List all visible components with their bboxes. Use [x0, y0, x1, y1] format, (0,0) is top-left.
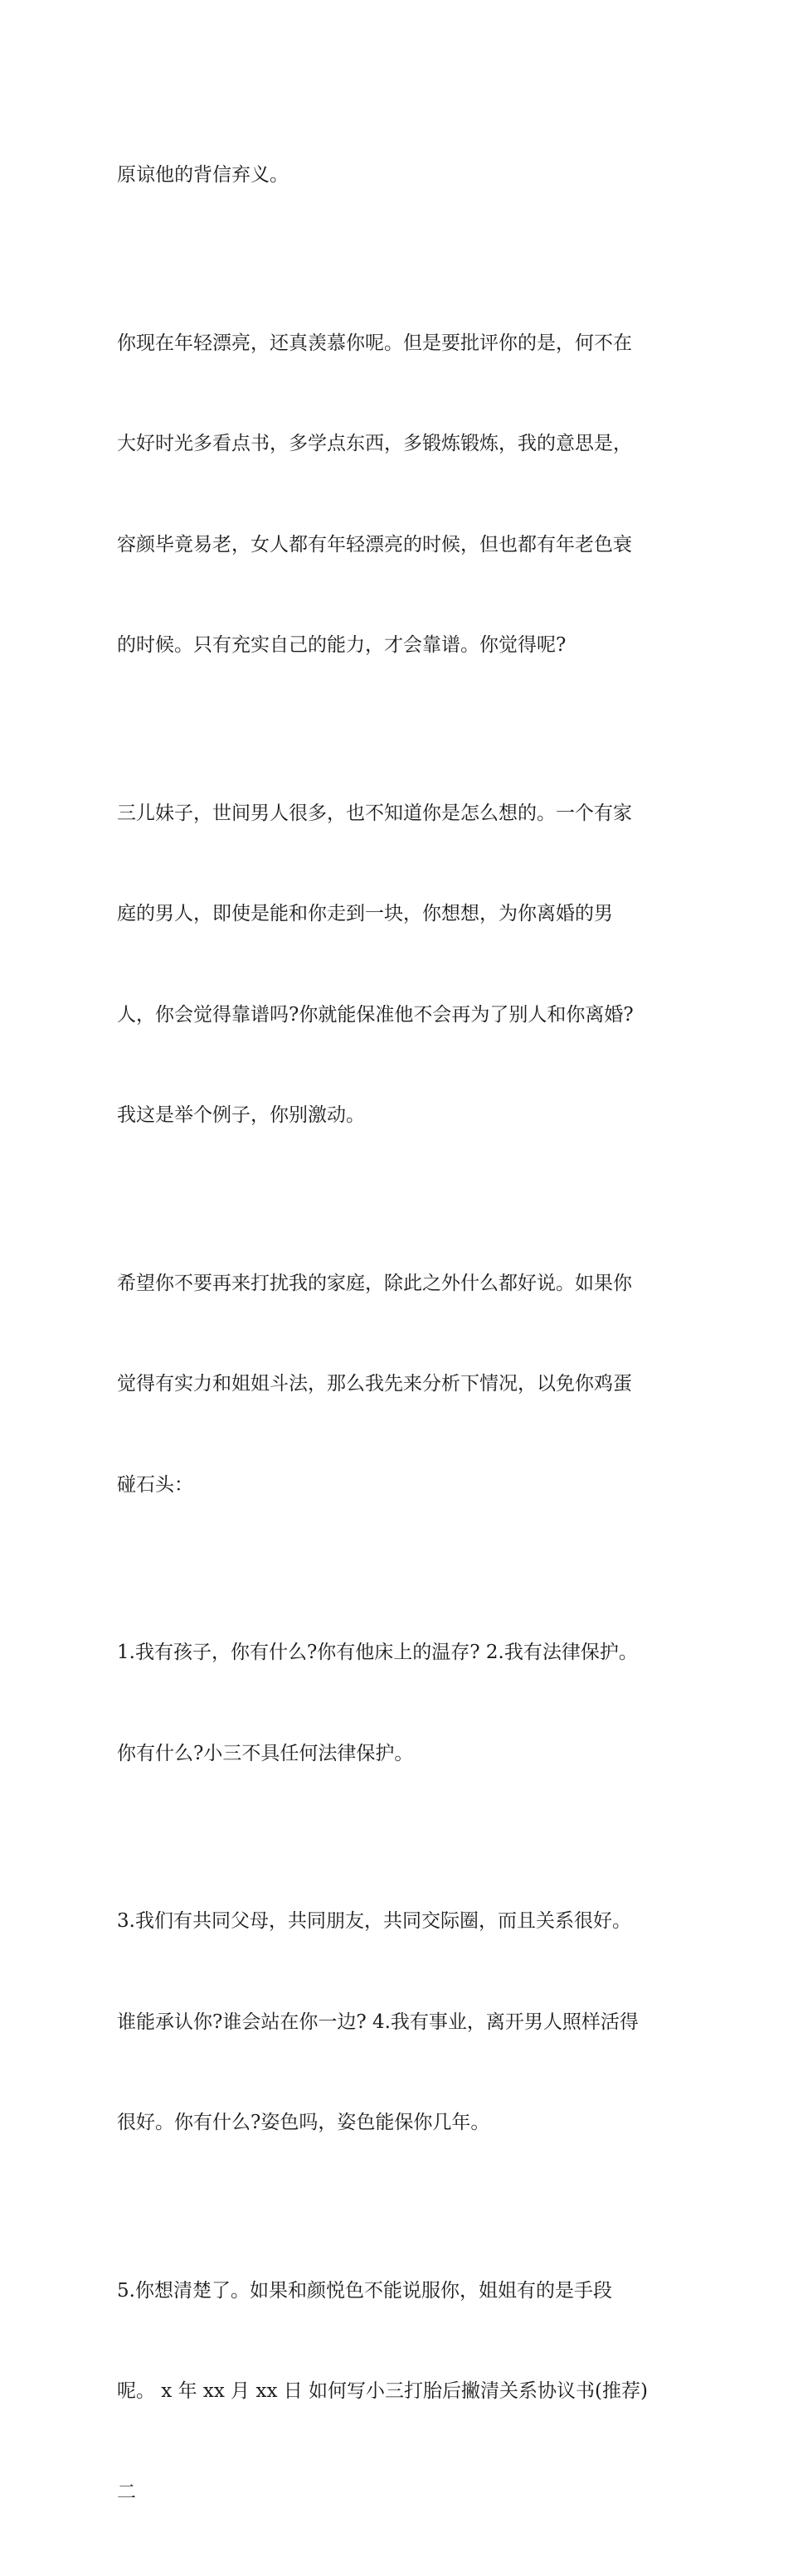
paragraph-2	[117, 260, 674, 730]
text-line: 觉得有实力和姐姐斗法，那么我先来分析下情况，以免你鸡蛋	[117, 1367, 674, 1401]
paragraph-6	[117, 1837, 674, 2207]
text-line: 谁能承认你?谁会站在你一边? 4.我有事业，离开男人照样活得	[117, 2006, 674, 2040]
text-line: 我这是举个例子，你别激动。	[117, 1099, 674, 1133]
text-line: 希望你不要再来打扰我的家庭，除此之外什么都好说。如果你	[117, 1267, 674, 1301]
text-line: 人，你会觉得靠谱吗?你就能保准他不会再为了别人和你离婚?	[117, 998, 674, 1032]
text-line: 你有什么?小三不具任何法律保护。	[117, 1737, 674, 1771]
text-line: 呢。 x 年 xx 月 xx 日 如何写小三打胎后撇清关系协议书(推荐)	[117, 2375, 674, 2409]
text-line: 3.我们有共同父母，共同朋友，共同交际圈，而且关系很好。	[117, 1904, 674, 1938]
paragraph-7	[117, 2207, 674, 2576]
paragraph-5	[117, 1569, 674, 1837]
text-line: 容颜毕竟易老，女人都有年轻漂亮的时候，但也都有年老色衰	[117, 528, 674, 562]
paragraph-3	[117, 730, 674, 1200]
text-line: 原谅他的背信弃义。	[117, 158, 674, 192]
text-line: 1.我有孩子，你有什么?你有他床上的温存? 2.我有法律保护。	[117, 1636, 674, 1670]
text-line: 二	[117, 2476, 674, 2510]
document-body	[117, 91, 674, 2576]
text-line: 的时候。只有充实自己的能力，才会靠谱。你觉得呢?	[117, 628, 674, 662]
paragraph-1	[117, 91, 674, 260]
text-line: 你现在年轻漂亮，还真羡慕你呢。但是要批评你的是，何不在	[117, 327, 674, 361]
paragraph-4	[117, 1200, 674, 1569]
text-line: 三儿妹子，世间男人很多，也不知道你是怎么想的。一个有家	[117, 797, 674, 831]
document-page	[0, 0, 788, 1019]
text-line: 很好。你有什么?姿色吗，姿色能保你几年。	[117, 2106, 674, 2140]
text-line: 大好时光多看点书，多学点东西，多锻炼锻炼，我的意思是，	[117, 427, 674, 461]
text-line: 庭的男人，即使是能和你走到一块，你想想，为你离婚的男	[117, 897, 674, 931]
text-line: 碰石头：	[117, 1468, 674, 1502]
text-line: 5.你想清楚了。如果和颜悦色不能说服你，姐姐有的是手段	[117, 2274, 674, 2308]
